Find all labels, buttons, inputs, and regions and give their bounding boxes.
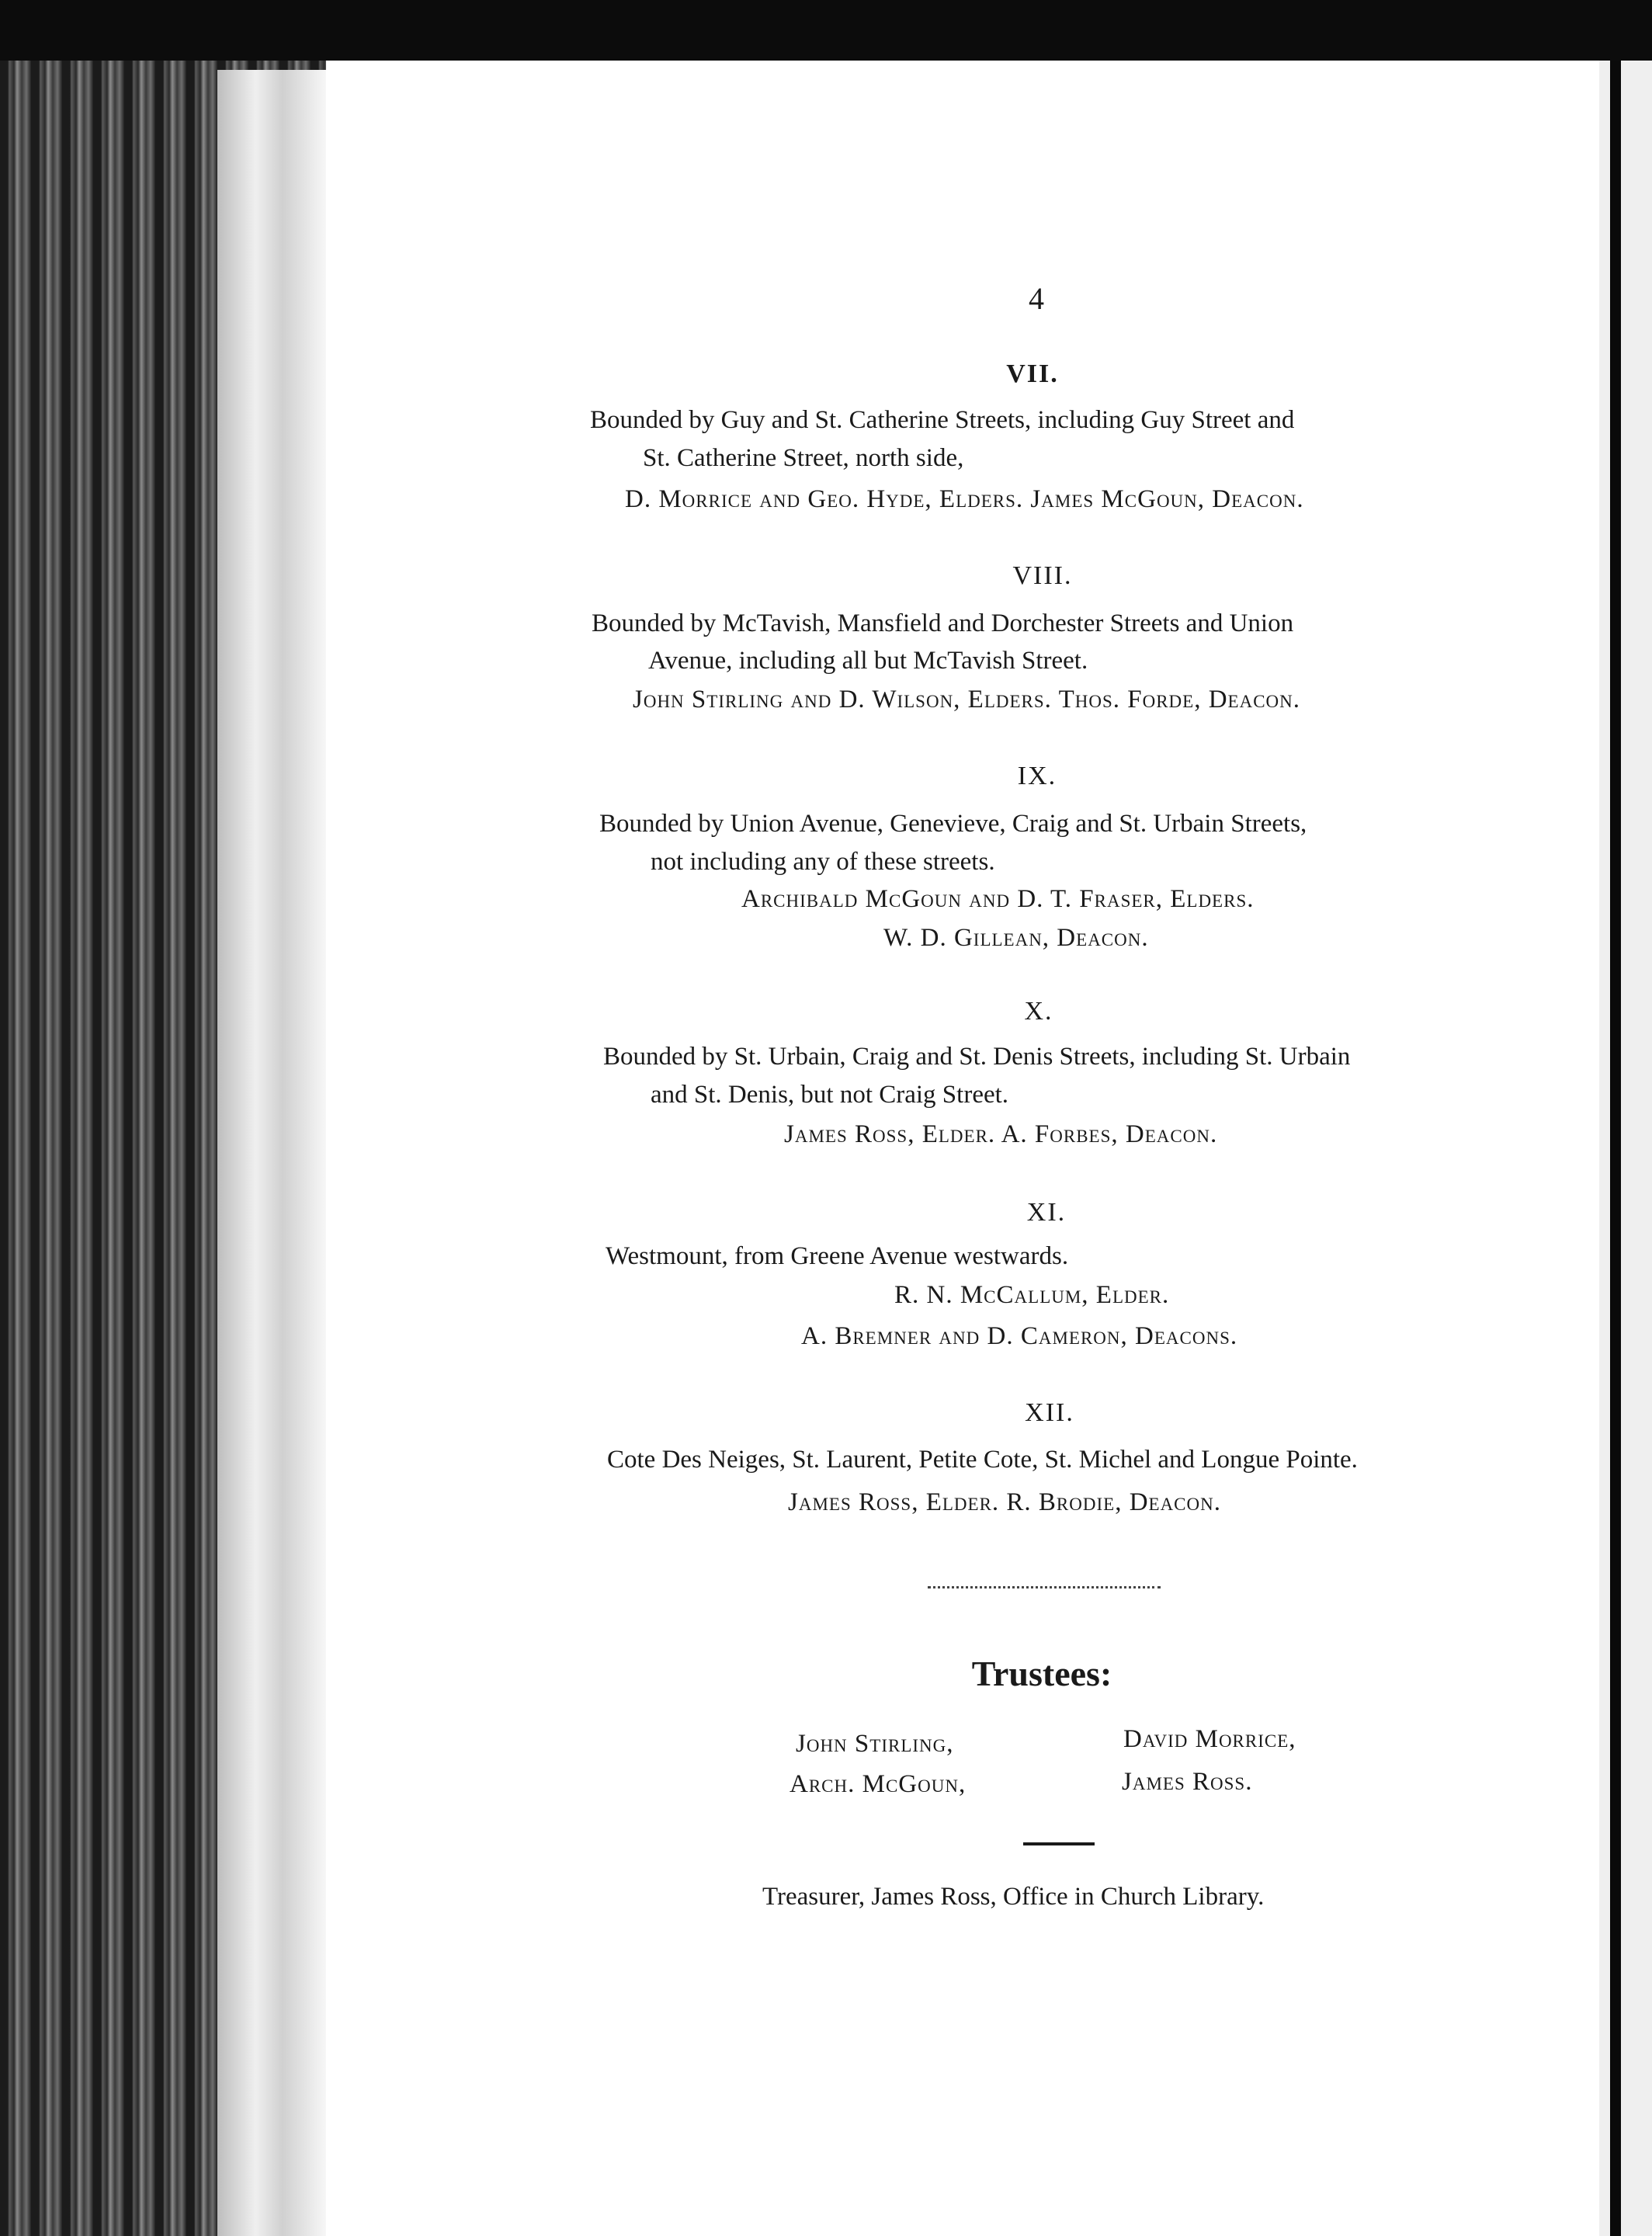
scan-border-right (1599, 61, 1652, 2236)
section-text-line: Bounded by Union Avenue, Genevieve, Craig and St. Urbain Streets, (599, 810, 1307, 838)
page-number: 4 (1029, 281, 1044, 316)
section-officers: D. Morrice and Geo. Hyde, Elders. James McGoun, Deacon. (625, 485, 1304, 513)
book-page-edges-light (217, 70, 326, 2236)
section-text-line: Bounded by McTavish, Mansfield and Dorchester Streets and Union (592, 609, 1294, 637)
divider-solid (1023, 1842, 1095, 1845)
trustee-name: Arch. McGoun, (790, 1770, 967, 1798)
section-text-line: not including any of these streets. (651, 848, 995, 876)
section-text-line: Bounded by St. Urbain, Craig and St. Denis Streets, including St. Urbain (603, 1043, 1351, 1071)
section-officers: James Ross, Elder. R. Brodie, Deacon. (788, 1488, 1221, 1516)
section-officers: Archibald McGoun and D. T. Fraser, Elders. (741, 885, 1255, 913)
trustee-name: James Ross. (1122, 1768, 1253, 1796)
section-numeral: IX. (1017, 762, 1057, 790)
section-text-line: Bounded by Guy and St. Catherine Streets, including Guy Street and (590, 406, 1295, 434)
trustees-heading: Trustees: (971, 1654, 1112, 1693)
treasurer-line: Treasurer, James Ross, Office in Church Library. (762, 1883, 1265, 1911)
trustee-name: John Stirling, (796, 1730, 954, 1758)
section-numeral: VIII. (1012, 561, 1073, 590)
section-officers: James Ross, Elder. A. Forbes, Deacon. (784, 1120, 1218, 1148)
section-officers: W. D. Gillean, Deacon. (883, 924, 1149, 952)
section-officers: R. N. McCallum, Elder. (894, 1281, 1170, 1309)
section-numeral: XI. (1026, 1198, 1067, 1227)
section-numeral: XII. (1025, 1398, 1074, 1427)
trustee-name: David Morrice, (1123, 1725, 1296, 1753)
section-text-line: Avenue, including all but McTavish Street. (648, 647, 1088, 675)
scan-border-top (0, 0, 1652, 61)
section-text-line: Cote Des Neiges, St. Laurent, Petite Cote, St. Michel and Longue Pointe. (607, 1446, 1358, 1474)
section-text-line: St. Catherine Street, north side, (643, 444, 964, 472)
section-numeral: VII. (1006, 359, 1059, 388)
divider-dotted (928, 1586, 1161, 1588)
section-text-line: and St. Denis, but not Craig Street. (651, 1081, 1009, 1109)
section-officers: A. Bremner and D. Cameron, Deacons. (801, 1322, 1238, 1350)
section-text-line: Westmount, from Greene Avenue westwards. (606, 1242, 1069, 1270)
scan-border-right-line (1610, 61, 1621, 2236)
section-numeral: X. (1024, 997, 1053, 1026)
section-officers: John Stirling and D. Wilson, Elders. Thos. Forde, Deacon. (633, 686, 1301, 714)
